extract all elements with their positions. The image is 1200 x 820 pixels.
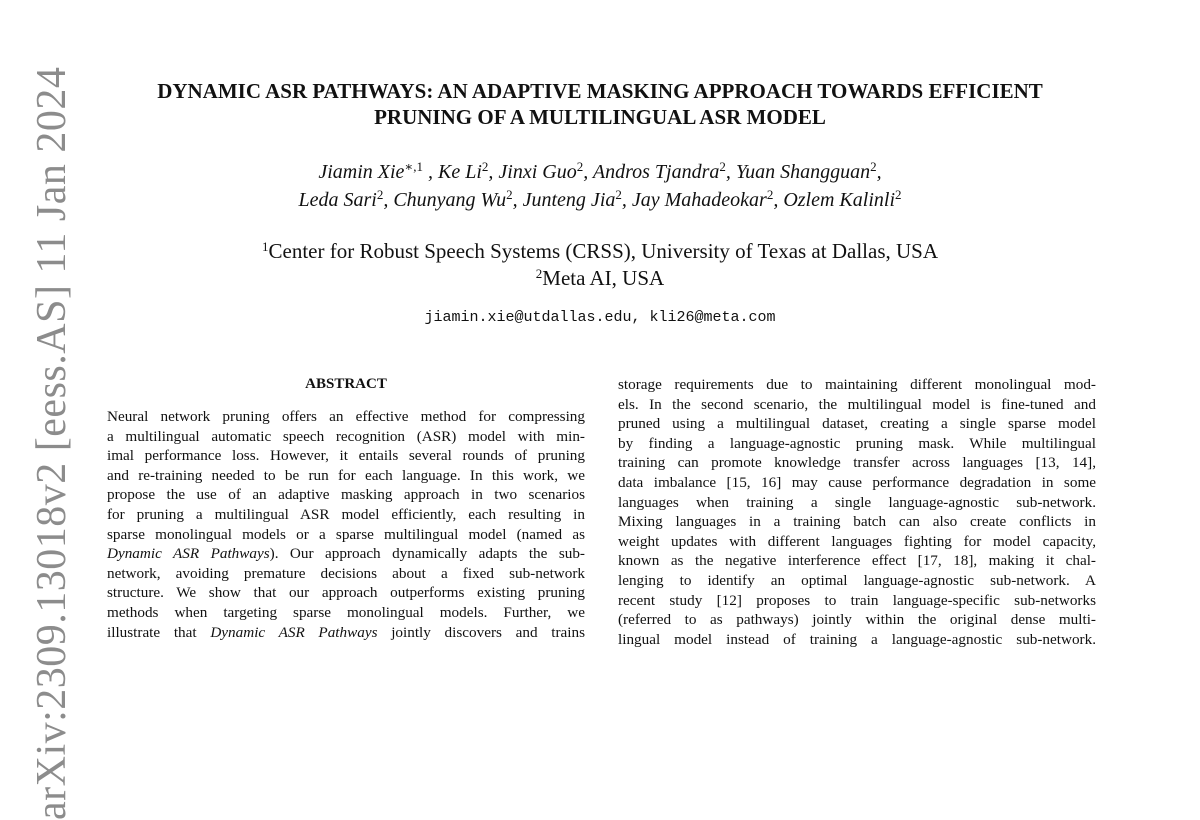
author-name: Yuan Shangguan bbox=[735, 161, 871, 183]
author-affil-mark: 2 bbox=[719, 159, 726, 174]
author-affil-mark: ∗,1 bbox=[404, 159, 423, 174]
abstract-body bbox=[107, 407, 585, 642]
contact-emails: jiamin.xie@utdallas.edu, kli26@meta.com bbox=[424, 309, 776, 326]
body-line: weight updates with different languages fighting for model capacity, bbox=[618, 532, 1096, 550]
body-line: els. In the second scenario, the multilingual model is fine-tuned and bbox=[618, 395, 1096, 413]
body-line: recent study [12] proposes to train language-specific sub-networks bbox=[618, 591, 1096, 609]
arxiv-identifier-stamp bbox=[24, 66, 84, 820]
body-line: (referred to as pathways) jointly within the original dense multi- bbox=[618, 611, 1096, 629]
affiliation-text: Center for Robust Speech Systems (CRSS), University of Texas at Dallas, USA bbox=[268, 239, 938, 263]
body-line: known as the negative interference effect [17, 18], making it chal- bbox=[618, 552, 1096, 570]
abstract-line: Neural network pruning offers an effective method for compressing bbox=[107, 408, 585, 425]
author-affil-mark: 2 bbox=[576, 159, 584, 174]
author-affil-mark: 2 bbox=[766, 187, 774, 202]
affiliation-2 bbox=[100, 265, 1100, 292]
author-name: Junteng Jia bbox=[522, 189, 616, 211]
body-line: storage requirements due to maintaining different monolingual mod- bbox=[618, 376, 1096, 393]
affiliation-1 bbox=[100, 238, 1100, 265]
body-line: training can promote knowledge transfer across languages [13, 14], bbox=[618, 454, 1096, 472]
abstract-line: sparse monolingual models or a sparse multilingual model (named as bbox=[107, 525, 585, 543]
abstract-line: illustrate that Dynamic ASR Pathways jointly discovers and trains bbox=[107, 623, 585, 641]
abstract-heading: ABSTRACT bbox=[305, 376, 387, 392]
author-affil-mark: 2 bbox=[506, 187, 513, 202]
author-name: Ke Li bbox=[438, 161, 482, 183]
abstract-line: Dynamic ASR Pathways). Our approach dynamically adapts the sub- bbox=[107, 545, 585, 563]
affiliation-list bbox=[100, 238, 1100, 292]
author-line-1: Jiamin Xie$^{∗,1}$ , Ke Li$^2$, Jinxi Guo$^2$, Andros Tjandra$^2$, Yuan Shangguan$^2$, bbox=[318, 159, 882, 183]
affiliation-mark: 1 bbox=[262, 239, 269, 254]
body-line: lenging to identify an optimal language-agnostic sub-network. A bbox=[618, 571, 1096, 589]
abstract-line: and re-training needed to be run for each language. In this work, we bbox=[107, 466, 585, 484]
body-line: data imbalance [15, 16] may cause performance degradation in some bbox=[618, 473, 1096, 491]
abstract-line: structure. We show that our approach outperforms existing pruning bbox=[107, 584, 585, 602]
affiliation-text: Meta AI, USA bbox=[542, 266, 665, 290]
author-affil-mark: 2 bbox=[376, 187, 384, 202]
author-name: Ozlem Kalinli bbox=[783, 189, 895, 211]
title-line-1: DYNAMIC ASR PATHWAYS: AN ADAPTIVE MASKING APPROACH TOWARDS EFFICIENT bbox=[157, 79, 1043, 103]
body-line: pruned using a multilingual dataset, creating a single sparse model bbox=[618, 415, 1096, 433]
author-name: Leda Sari bbox=[298, 189, 377, 211]
body-line: lingual model instead of training a language-agnostic sub-network. bbox=[618, 630, 1096, 648]
abstract-line: network, avoiding premature decisions about a fixed sub-network bbox=[107, 564, 585, 582]
author-affil-mark: 2 bbox=[870, 159, 877, 174]
author-name: Chunyang Wu bbox=[393, 189, 507, 211]
body-line: Mixing languages in a training batch can also create conflicts in bbox=[618, 513, 1096, 531]
introduction-body-column bbox=[618, 375, 1096, 649]
author-name: Andros Tjandra bbox=[592, 161, 720, 183]
affiliation-mark: 2 bbox=[535, 266, 543, 281]
author-name: Jiamin Xie bbox=[318, 161, 405, 183]
author-name: Jinxi Guo bbox=[498, 161, 577, 183]
author-affil-mark: 2 bbox=[615, 187, 622, 202]
title-line-2: PRUNING OF A MULTILINGUAL ASR MODEL bbox=[374, 105, 826, 129]
author-list bbox=[100, 158, 1100, 214]
abstract-line: imal performance loss. However, it entails several rounds of pruning bbox=[107, 447, 585, 465]
author-line-2: Leda Sari$^2$, Chunyang Wu$^2$, Junteng Jia$^2$, Jay Mahadeokar$^2$, Ozlem Kalinli$^2$ bbox=[298, 187, 902, 211]
author-affil-mark: 2 bbox=[481, 159, 489, 174]
author-name: Jay Mahadeokar bbox=[631, 189, 767, 211]
body-line: languages when training a single language-agnostic sub-network. bbox=[618, 493, 1096, 511]
abstract-line: propose the use of an adaptive masking approach in two scenarios bbox=[107, 486, 585, 504]
paper-title bbox=[100, 78, 1100, 130]
abstract-line: a multilingual automatic speech recognition (ASR) model with min- bbox=[107, 427, 585, 445]
author-affil-mark: 2 bbox=[895, 187, 902, 202]
abstract-line: methods when targeting sparse monolingual models. Further, we bbox=[107, 603, 585, 621]
arxiv-stamp-text: arXiv:2309.13018v2 [eess.AS] 11 Jan 2024 bbox=[29, 66, 75, 820]
abstract-line: for pruning a multilingual ASR model efficiently, each resulting in bbox=[107, 505, 585, 523]
body-line: by finding a language-agnostic pruning mask. While multilingual bbox=[618, 434, 1096, 452]
